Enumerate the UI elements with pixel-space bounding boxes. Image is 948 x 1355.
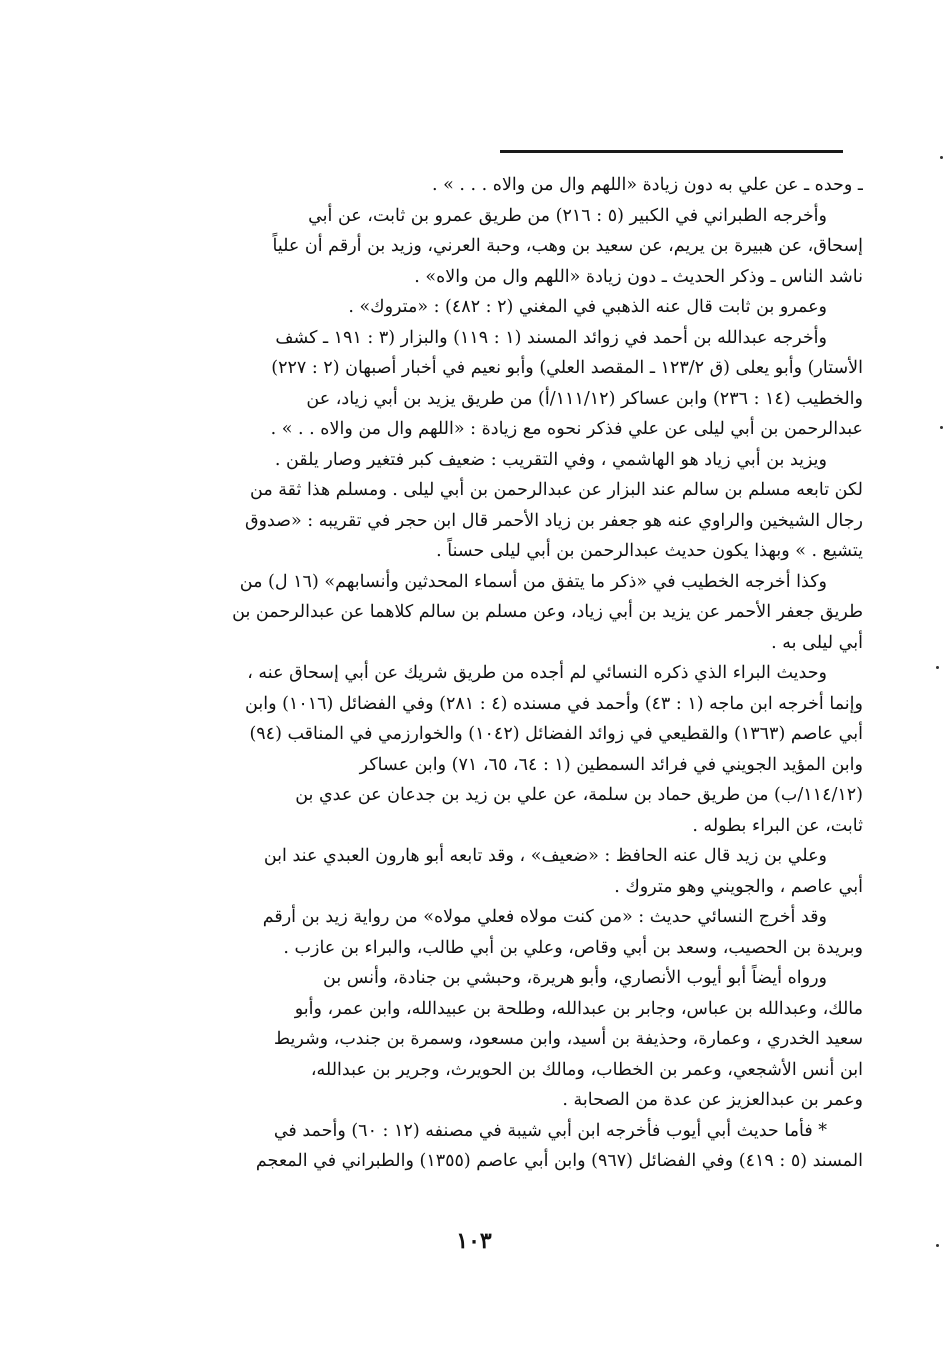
text-line: والخطيب (١٤ : ٢٣٦) وابن عساكر (١١١/١٢/أ) من طريق يزيد بن أبي زياد، عن — [306, 388, 863, 409]
text-line: ـ وحده ـ عن علي به دون زيادة «اللهم وال من والاه . . . » . — [432, 175, 863, 195]
text-line: وبريدة بن الحصيب، وسعد بن أبي وقاص، وعلي بن أبي طالب، والبراء بن عازب . — [283, 937, 863, 958]
text-line: (١١٤/١٢/ب) من طريق حماد بن سلمة، عن علي بن زيد بن جدعان عن عدي بن — [295, 785, 863, 805]
text-line: أبي ليلى به . — [771, 632, 863, 653]
text-line: ويزيد بن أبي زياد هو الهاشمي ، وفي التقريب : ضعيف كبر فتغير وصار يلقن . — [274, 449, 827, 470]
text-line: رجال الشيخين والراوي عنه هو جعفر بن زياد الأحمر قال ابن حجر في تقريبه : «صدوق — [244, 510, 863, 531]
text-line: ناشد الناس ـ وذكر الحديث ـ دون زيادة «اللهم وال من والاه» . — [414, 266, 863, 287]
text-line: مالك، وعبدالله بن عباس، وجابر بن عبدالله، وطلحة بن عبيدالله، وابن عمر، وأبو — [294, 998, 863, 1019]
text-line: عبدالرحمن بن أبي ليلى عن علي فذكر نحوه مع زيادة : «اللهم وال من والاه . . » . — [270, 419, 863, 439]
text-line: وأخرجه الطبراني في الكبير (٥ : ٢١٦) من طريق عمرو بن ثابت، عن أبي — [308, 205, 827, 226]
text-line: وعمر بن عبدالعزيز عن عدة من الصحابة . — [562, 1090, 863, 1110]
text-line: ابن أنس الأشجعي، وعمر بن الخطاب، ومالك بن الحويرث، وجرير بن عبدالله، — [310, 1059, 863, 1080]
text-line: وعمرو بن ثابت قال عنه الذهبي في المغني (٢ : ٤٨٢) : «متروك» . — [348, 297, 827, 317]
scan-speck — [940, 426, 943, 429]
text-line: سعيد الخدري ، وعمارة، وحذيفة بن أسيد، وابن مسعود، وسمرة بن جندب، وشريط — [273, 1029, 863, 1049]
scan-speck — [936, 666, 939, 669]
text-line: وإنما أخرجه ابن ماجه (١ : ٤٣) وأحمد في مسنده (٤ : ٢٨١) وفي الفضائل (١٠١٦) وابن — [245, 693, 863, 714]
text-line: طريق جعفر الأحمر عن يزيد بن أبي زياد، وعن مسلم بن سالم كلاهما عن عبدالرحمن بن — [232, 602, 863, 622]
text-line: وكذا أخرجه الخطيب في «ذكر ما يتفق من أسماء المحدثين وأنسابهم» (١٦ ل) من — [239, 571, 827, 592]
body-text — [125, 170, 863, 1177]
text-line: وابن المؤيد الجويني في فرائد السمطين (١ : ٦٤، ٦٥، ٧١) وابن عساكر — [359, 754, 863, 775]
text-line: لكن تابعه مسلم بن سالم عند البزار عن عبدالرحمن بن أبي ليلى . ومسلم هذا ثقة من — [250, 480, 863, 500]
text-line: الأستار) وأبو يعلى (ق ١٢٣/٢ ـ المقصد العلي) وأبو نعيم في أخبار أصبهان (٢ : ٢٢٧) — [271, 358, 863, 378]
text-line: وأخرجه عبدالله بن أحمد في زوائد المسند (١ : ١١٩) والبزار (٣ : ١٩١ ـ كشف — [275, 327, 827, 348]
text-line: ثابت، عن البراء بطوله . — [692, 815, 863, 836]
text-line: وحديث البراء الذي ذكره النسائي لم أجده من طريق شريك عن أبي إسحاق عنه ، — [247, 663, 827, 683]
scan-speck — [936, 1244, 939, 1247]
scan-speck — [940, 156, 943, 159]
text-line: المسند (٥ : ٤١٩) وفي الفضائل (٩٦٧) وابن أبي عاصم (١٣٥٥) والطبراني في المعجم — [255, 1151, 863, 1171]
text-line: وقد أخرج النسائي حديث : «من كنت مولاه فعلي مولاه» من رواية زيد بن أرقم — [262, 907, 827, 927]
page-number: ١٠٣ — [456, 1228, 492, 1254]
text-line: يتشيع . » وبهذا يكون حديث عبدالرحمن بن أبي ليلى حسناً . — [436, 541, 863, 561]
text-line: وعلي بن زيد قال عنه الحافظ : «ضعيف» ، وقد تابعه أبو هارون العبدي عند ابن — [263, 846, 827, 866]
text-line: أبي عاصم (١٣٦٣) والقطيعي في زوائد الفضائل (١٠٤٢) والخوارزمي في المناقب (٩٤) — [249, 724, 863, 744]
text-line: ورواه أيضاً أبو أيوب الأنصاري، وأبو هريرة، وحبشي بن جنادة، وأنس بن — [323, 968, 827, 988]
text-line: * فأما حديث أبي أيوب فأخرجه ابن أبي شيبة في مصنفه (١٢ : ٦٠) وأحمد في — [273, 1120, 827, 1141]
text-line: إسحاق، عن هبيرة بن يريم، عن سعيد بن وهب، وحبة العرني، وزيد بن أرقم أن علياً — [272, 236, 863, 256]
top-rule — [500, 150, 843, 153]
text-line: أبي عاصم ، والجويني وهو متروك . — [614, 876, 863, 897]
